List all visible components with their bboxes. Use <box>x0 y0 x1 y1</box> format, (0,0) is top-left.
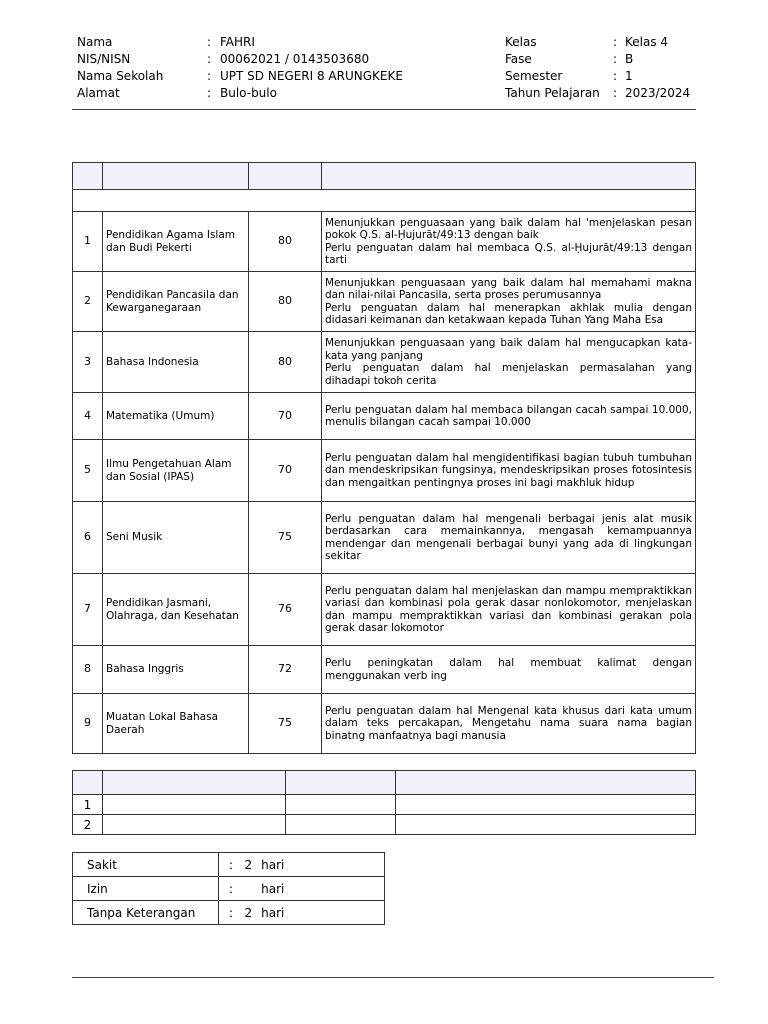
description-line: Menunjukkan penguasaan yang baik dalam hal memahami makna dan nilai-nilai Pancasila, serta proses perumusannya <box>325 276 692 301</box>
subject-name: Bahasa Indonesia <box>103 332 249 393</box>
attendance-table <box>72 852 385 925</box>
description <box>322 694 696 754</box>
attendance-colon: : <box>229 905 234 920</box>
table-row <box>73 815 696 835</box>
header-divider <box>72 109 696 110</box>
semester-label: Semester <box>505 69 563 83</box>
row-number: 2 <box>73 272 103 332</box>
extracurricular-table <box>72 770 696 835</box>
nisn-colon: : <box>207 52 212 66</box>
class-value: Kelas 4 <box>625 35 669 49</box>
phase-label: Fase <box>505 52 532 66</box>
table-row <box>73 272 696 332</box>
subject-name: Matematika (Umum) <box>103 393 249 440</box>
attendance-unit: hari <box>261 881 285 896</box>
student-info <box>0 0 768 110</box>
description <box>322 574 696 646</box>
attendance-count: 2 <box>244 857 253 872</box>
row-number: 9 <box>73 694 103 754</box>
address-label: Alamat <box>77 86 120 100</box>
address-value: Bulo-bulo <box>220 86 277 100</box>
table-row <box>73 332 696 393</box>
grades-table <box>72 162 696 754</box>
description <box>322 393 696 440</box>
grade-cell <box>286 815 396 835</box>
grades-group-row <box>73 190 696 212</box>
description-line: Perlu penguatan dalam hal Mengenal kata khusus dari kata umum dalam teks percakapan, Mengetahu nama suara nama bagian binatng manfaatnya bagi manusia <box>325 704 692 742</box>
table-row <box>73 646 696 694</box>
description-line: Menunjukkan penguasaan yang baik dalam hal 'menjelaskan pesan pokok Q.S. al-Ḥujurāt/49:13 dengan baik <box>325 216 692 241</box>
description-line: Perlu penguatan dalam hal membaca bilangan cacah sampai 10.000, menulis bilangan cacah sampai 10.000 <box>325 403 692 428</box>
attendance-count: 2 <box>244 905 253 920</box>
activity-cell <box>103 815 286 835</box>
attendance-value <box>219 877 385 901</box>
header-cell-score <box>249 163 322 190</box>
attendance-value <box>219 853 385 877</box>
subject-name: Muatan Lokal Bahasa Daerah <box>103 694 249 754</box>
subject-name: Bahasa Inggris <box>103 646 249 694</box>
school-value: UPT SD NEGERI 8 ARUNGKEKE <box>220 69 403 83</box>
table-row <box>73 795 696 815</box>
score: 75 <box>249 694 322 754</box>
class-colon: : <box>613 35 618 49</box>
attendance-unit: hari <box>261 857 285 872</box>
description <box>322 272 696 332</box>
year-label: Tahun Pelajaran <box>505 86 600 100</box>
table-row <box>73 694 696 754</box>
table-row <box>73 393 696 440</box>
attendance-colon: : <box>229 881 234 896</box>
year-value: 2023/2024 <box>625 86 691 100</box>
semester-colon: : <box>613 69 618 83</box>
description-cell <box>396 795 696 815</box>
nisn-label: NIS/NISN <box>77 52 131 66</box>
description-cell <box>396 815 696 835</box>
attendance-row <box>73 853 385 877</box>
subject-name: Seni Musik <box>103 502 249 574</box>
year-colon: : <box>613 86 618 100</box>
description-line: Perlu penguatan dalam hal membaca Q.S. al-Ḥujurāt/49:13 dengan tarti <box>325 241 692 266</box>
phase-colon: : <box>613 52 618 66</box>
group-cell <box>73 190 696 212</box>
phase-value: B <box>625 52 634 66</box>
semester-value: 1 <box>625 69 633 83</box>
row-number: 7 <box>73 574 103 646</box>
nisn-value: 00062021 / 0143503680 <box>220 52 370 66</box>
score: 80 <box>249 212 322 272</box>
header-cell-subject <box>103 163 249 190</box>
description-line: Perlu penguatan dalam hal menerapkan akhlak mulia dengan didasari keimanan dan ketakwaan kepada Tuhan Yang Maha Esa <box>325 301 692 326</box>
attendance-label: Sakit <box>73 853 219 877</box>
extracurricular-header-row <box>73 771 696 795</box>
row-number: 6 <box>73 502 103 574</box>
attendance-value <box>219 901 385 925</box>
name-label: Nama <box>77 35 113 49</box>
score: 72 <box>249 646 322 694</box>
row-number: 4 <box>73 393 103 440</box>
school-label: Nama Sekolah <box>77 69 164 83</box>
row-number: 8 <box>73 646 103 694</box>
ex-header-grade <box>286 771 396 795</box>
header-cell-no <box>73 163 103 190</box>
description <box>322 502 696 574</box>
table-row <box>73 502 696 574</box>
description-line: Perlu penguatan dalam hal mengidentifikasi bagian tubuh tumbuhan dan mendeskripsikan fungsinya, mendeskripsikan proses fotosintesis dan mengaitkan pentingnya proses ini bagi makhluk hidup <box>325 451 692 489</box>
school-colon: : <box>207 69 212 83</box>
table-row <box>73 212 696 272</box>
row-number: 1 <box>73 795 103 815</box>
description-line: Perlu penguatan dalam hal menjelaskan dan mampu mempraktikkan variasi dan kombinasi pola gerak dasar nonlokomotor, menjelaskan dan mampu mempraktikkan variasi dan kombinasi gerakan pola gerak dasar lokomotor <box>325 584 692 634</box>
score: 80 <box>249 332 322 393</box>
ex-header-no <box>73 771 103 795</box>
class-label: Kelas <box>505 35 537 49</box>
subject-name: Pendidikan Pancasila dan Kewarganegaraan <box>103 272 249 332</box>
description-line: Menunjukkan penguasaan yang baik dalam hal mengucapkan kata-kata yang panjang <box>325 337 692 362</box>
attendance-row <box>73 901 385 925</box>
attendance-label: Tanpa Keterangan <box>73 901 219 925</box>
grades-header-row <box>73 163 696 190</box>
score: 76 <box>249 574 322 646</box>
description-line: Perlu penguatan dalam hal mengenali berbagai jenis alat musik berdasarkan cara memainkannya, mengasah kemampuannya mendengar dan mengenali berbagai bunyi yang ada di lingkungan sekitar <box>325 512 692 562</box>
description <box>322 332 696 393</box>
name-colon: : <box>207 35 212 49</box>
description-line: Perlu peningkatan dalam hal membuat kalimat dengan menggunakan verb ing <box>325 657 692 682</box>
ex-header-activity <box>103 771 286 795</box>
grade-cell <box>286 795 396 815</box>
row-number: 3 <box>73 332 103 393</box>
description <box>322 440 696 502</box>
header-cell-description <box>322 163 696 190</box>
score: 70 <box>249 440 322 502</box>
subject-name: Ilmu Pengetahuan Alam dan Sosial (IPAS) <box>103 440 249 502</box>
description <box>322 646 696 694</box>
attendance-unit: hari <box>261 905 285 920</box>
description-line: Perlu penguatan dalam hal menjelaskan permasalahan yang dihadapi tokoh cerita <box>325 362 692 387</box>
table-row <box>73 440 696 502</box>
row-number: 2 <box>73 815 103 835</box>
attendance-row <box>73 877 385 901</box>
score: 70 <box>249 393 322 440</box>
subject-name: Pendidikan Jasmani, Olahraga, dan Kesehatan <box>103 574 249 646</box>
description <box>322 212 696 272</box>
attendance-colon: : <box>229 857 234 872</box>
ex-header-description <box>396 771 696 795</box>
attendance-label: Izin <box>73 877 219 901</box>
name-value: FAHRI <box>220 35 255 49</box>
activity-cell <box>103 795 286 815</box>
row-number: 1 <box>73 212 103 272</box>
row-number: 5 <box>73 440 103 502</box>
subject-name: Pendidikan Agama Islam dan Budi Pekerti <box>103 212 249 272</box>
score: 75 <box>249 502 322 574</box>
footer-divider <box>72 977 714 978</box>
score: 80 <box>249 272 322 332</box>
address-colon: : <box>207 86 212 100</box>
table-row <box>73 574 696 646</box>
